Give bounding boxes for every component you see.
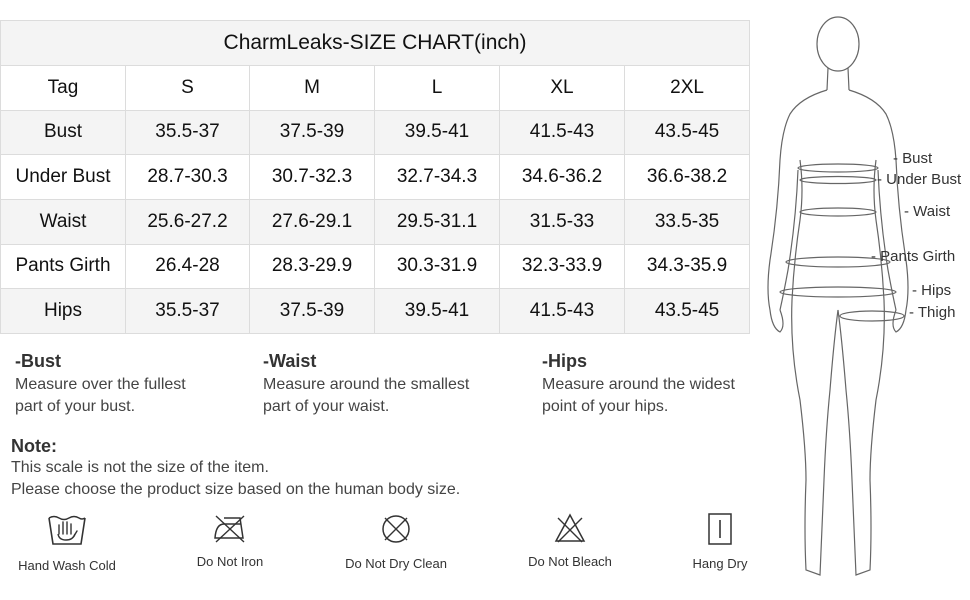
header-cell: L — [375, 66, 500, 111]
care-label: Do Not Dry Clean — [345, 556, 447, 571]
row-label: Under Bust — [1, 155, 126, 200]
header-cell: XL — [500, 66, 625, 111]
table-row — [1, 110, 750, 155]
table-cell: 34.6-36.2 — [500, 155, 625, 200]
do-not-iron-icon — [212, 512, 248, 544]
header-cell: Tag — [1, 66, 126, 111]
table-cell: 25.6-27.2 — [126, 199, 250, 244]
guide-text — [15, 374, 186, 418]
guide-line: part of your bust. — [15, 398, 136, 415]
care-do-not-iron — [180, 512, 280, 569]
row-label: Waist — [1, 199, 126, 244]
note-line: This scale is not the size of the item. — [11, 459, 269, 476]
care-hang-dry — [680, 512, 760, 571]
header-cell: 2XL — [625, 66, 750, 111]
care-do-not-dry-clean — [336, 512, 456, 571]
waist-guide — [263, 350, 469, 418]
table-cell: 39.5-41 — [375, 110, 500, 155]
table-cell: 27.6-29.1 — [250, 199, 375, 244]
do-not-bleach-icon — [553, 512, 587, 544]
bust-label: - Bust — [893, 150, 933, 167]
thigh-label: - Thigh — [909, 304, 956, 321]
header-cell: M — [250, 66, 375, 111]
table-row — [1, 199, 750, 244]
table-cell: 39.5-41 — [375, 289, 500, 334]
table-row — [1, 155, 750, 200]
table-cell: 31.5-33 — [500, 199, 625, 244]
hips-guide — [542, 350, 735, 418]
hang-dry-icon — [707, 512, 733, 546]
table-cell: 34.3-35.9 — [625, 244, 750, 289]
table-cell: 28.3-29.9 — [250, 244, 375, 289]
note-title: Note: — [11, 436, 57, 456]
table-header-row — [1, 66, 750, 111]
table-cell: 37.5-39 — [250, 110, 375, 155]
guide-line: part of your waist. — [263, 398, 390, 415]
size-chart-table — [0, 20, 750, 334]
table-cell: 43.5-45 — [625, 110, 750, 155]
row-label: Hips — [1, 289, 126, 334]
table-cell: 32.3-33.9 — [500, 244, 625, 289]
table-cell: 33.5-35 — [625, 199, 750, 244]
row-label: Pants Girth — [1, 244, 126, 289]
pants-girth-label: - Pants Girth — [871, 248, 956, 265]
body-outline-icon — [760, 10, 970, 590]
table-cell: 32.7-34.3 — [375, 155, 500, 200]
care-label: Hand Wash Cold — [18, 558, 116, 573]
guide-line: Measure over the fullest — [15, 376, 186, 393]
table-cell: 37.5-39 — [250, 289, 375, 334]
guide-line: Measure around the widest — [542, 376, 735, 393]
header-cell: S — [126, 66, 250, 111]
body-figure — [760, 10, 970, 590]
guide-line: Measure around the smallest — [263, 376, 470, 393]
row-label: Bust — [1, 110, 126, 155]
size-chart-title: CharmLeaks-SIZE CHART(inch) — [1, 21, 750, 66]
table-cell: 41.5-43 — [500, 289, 625, 334]
guide-text — [542, 374, 735, 418]
guide-title: -Bust — [15, 351, 61, 371]
hand-wash-icon — [47, 512, 87, 548]
note-section — [11, 435, 460, 501]
guide-title: -Waist — [263, 351, 317, 371]
do-not-dry-clean-icon — [379, 512, 413, 546]
table-cell: 43.5-45 — [625, 289, 750, 334]
under-bust-label: - Under Bust — [877, 171, 962, 188]
care-label: Hang Dry — [692, 556, 748, 571]
care-do-not-bleach — [515, 512, 625, 569]
table-cell: 26.4-28 — [126, 244, 250, 289]
table-cell: 35.5-37 — [126, 289, 250, 334]
table-cell: 36.6-38.2 — [625, 155, 750, 200]
guide-title: -Hips — [542, 351, 587, 371]
table-cell: 41.5-43 — [500, 110, 625, 155]
guide-line: point of your hips. — [542, 398, 669, 415]
table-cell: 35.5-37 — [126, 110, 250, 155]
note-line: Please choose the product size based on the human body size. — [11, 481, 461, 498]
hips-label: - Hips — [912, 282, 952, 299]
bust-guide — [15, 350, 186, 418]
table-cell: 28.7-30.3 — [126, 155, 250, 200]
table-row — [1, 244, 750, 289]
guide-text — [263, 374, 469, 418]
care-hand-wash — [10, 512, 124, 573]
care-label: Do Not Iron — [196, 554, 264, 569]
care-label: Do Not Bleach — [528, 554, 612, 569]
table-cell: 30.3-31.9 — [375, 244, 500, 289]
waist-label: - Waist — [904, 203, 951, 220]
table-row — [1, 289, 750, 334]
table-cell: 29.5-31.1 — [375, 199, 500, 244]
table-cell: 30.7-32.3 — [250, 155, 375, 200]
